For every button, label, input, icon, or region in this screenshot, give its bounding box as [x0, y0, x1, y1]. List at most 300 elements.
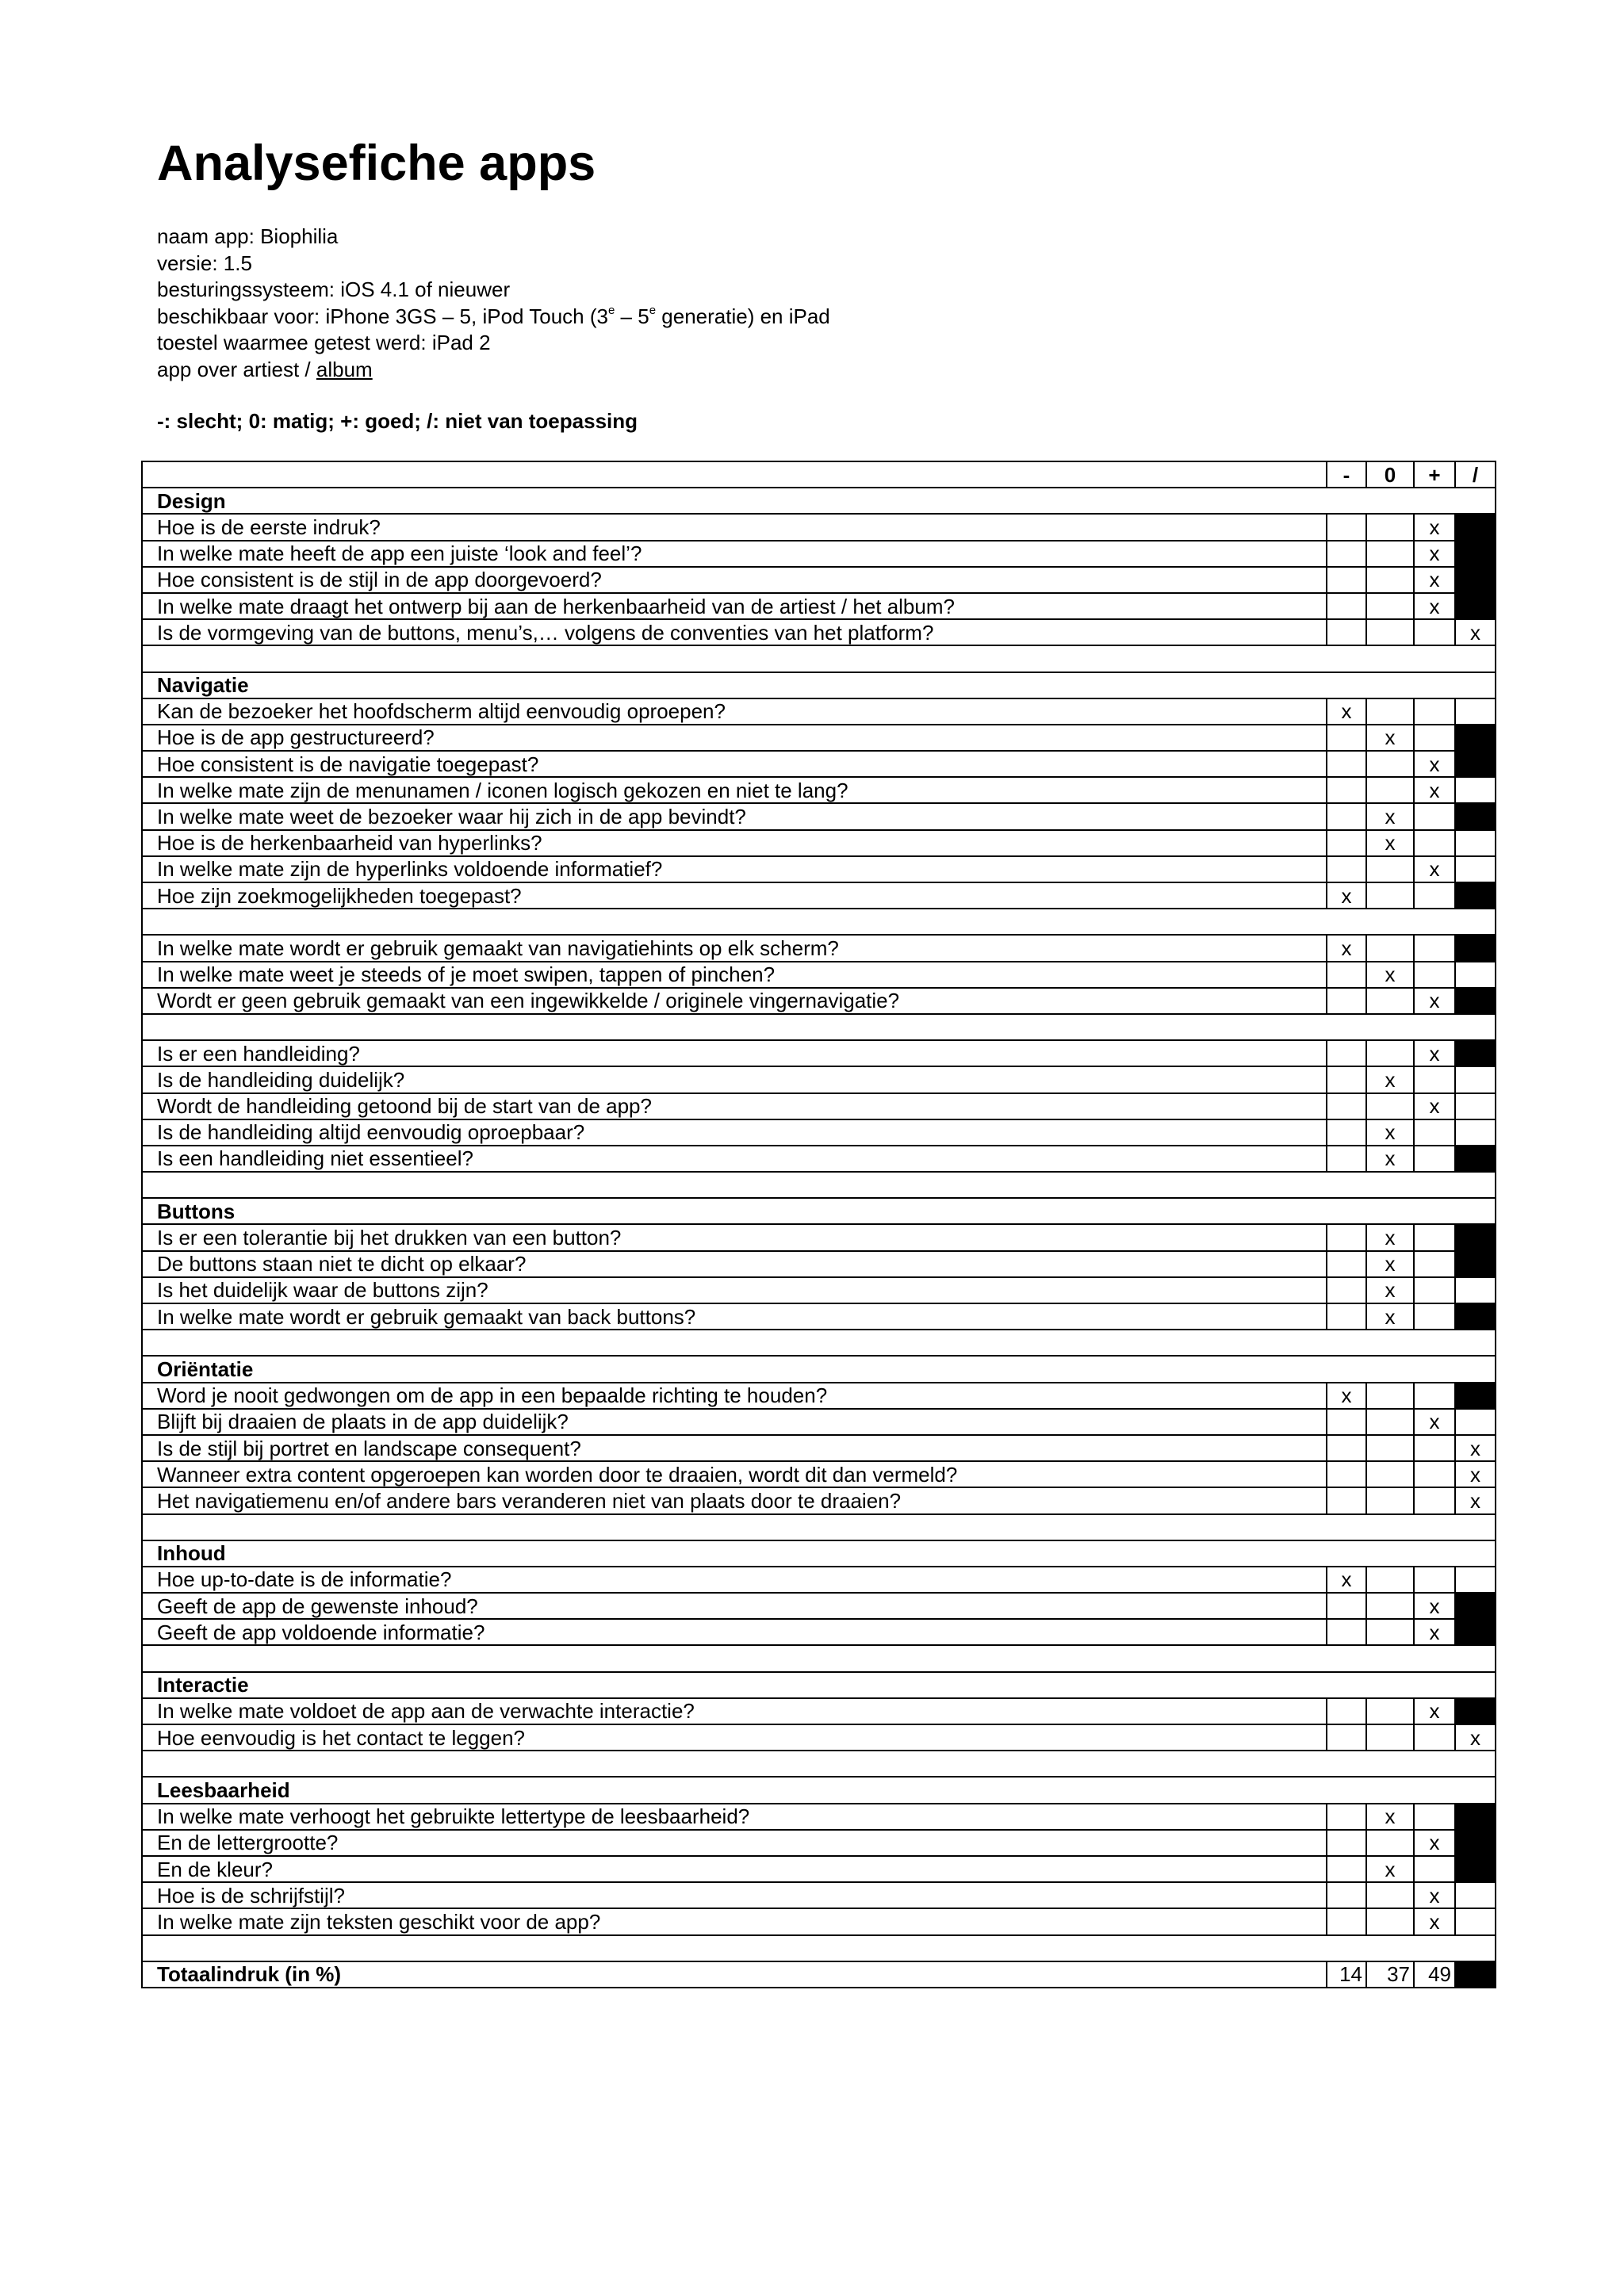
rating-cell-moderate: x — [1366, 1856, 1414, 1882]
rating-cell-moderate — [1366, 541, 1414, 567]
section-title: Buttons — [142, 1198, 1496, 1224]
question-row — [142, 1567, 1496, 1593]
total-value-bad: 14 — [1327, 1961, 1366, 1988]
rating-cell-not-applicable — [1455, 803, 1496, 829]
rating-cell-bad — [1327, 1856, 1366, 1882]
rating-cell-bad — [1327, 1409, 1366, 1435]
rating-cell-moderate: x — [1366, 1277, 1414, 1303]
rating-cell-good: x — [1414, 593, 1455, 619]
meta-artist-album: album — [316, 357, 373, 381]
col-header-good: + — [1414, 461, 1455, 488]
rating-cell-bad: x — [1327, 935, 1366, 961]
meta-test-device: toestel waarmee getest werd: iPad 2 — [157, 331, 491, 355]
rating-cell-moderate — [1366, 1409, 1414, 1435]
rating-cell-not-applicable — [1455, 1146, 1496, 1172]
rating-cell-bad — [1327, 1251, 1366, 1277]
question-text: Is de handleiding duidelijk? — [142, 1066, 1327, 1093]
rating-cell-good: x — [1414, 567, 1455, 593]
question-text: Hoe is de schrijfstijl? — [142, 1882, 1327, 1908]
rating-cell-bad — [1327, 1146, 1366, 1172]
rating-cell-not-applicable — [1455, 541, 1496, 567]
meta-available — [157, 304, 830, 331]
analysis-table — [141, 461, 1496, 1988]
meta-sup-2: e — [649, 303, 657, 317]
question-row — [142, 1856, 1496, 1882]
rating-cell-not-applicable — [1455, 751, 1496, 777]
question-text: In welke mate weet de bezoeker waar hij zich in de app bevindt? — [142, 803, 1327, 829]
question-text: Wordt de handleiding getoond bij de start van de app? — [142, 1093, 1327, 1119]
question-row — [142, 619, 1496, 645]
question-row — [142, 803, 1496, 829]
rating-cell-good: x — [1414, 751, 1455, 777]
section-title: Interactie — [142, 1672, 1496, 1698]
col-header-moderate: 0 — [1366, 461, 1414, 488]
rating-cell-not-applicable — [1455, 1882, 1496, 1908]
rating-cell-moderate — [1366, 1882, 1414, 1908]
meta-artist — [157, 357, 830, 384]
spacer-cell — [142, 1172, 1496, 1198]
rating-cell-bad — [1327, 725, 1366, 751]
meta-available-pre: beschikbaar voor: iPhone 3GS – 5, iPod Touch (3 — [157, 304, 608, 328]
rating-cell-good — [1414, 935, 1455, 961]
rating-cell-not-applicable — [1455, 1593, 1496, 1619]
question-text: Blijft bij draaien de plaats in de app duidelijk? — [142, 1409, 1327, 1435]
rating-cell-good: x — [1414, 1593, 1455, 1619]
question-text: Het navigatiemenu en/of andere bars veranderen niet van plaats door te draaien? — [142, 1487, 1327, 1513]
rating-cell-not-applicable — [1455, 1409, 1496, 1435]
col-header-not-applicable: / — [1455, 461, 1496, 488]
rating-cell-bad — [1327, 1277, 1366, 1303]
rating-cell-good — [1414, 1487, 1455, 1513]
question-text: Hoe eenvoudig is het contact te leggen? — [142, 1724, 1327, 1751]
rating-cell-not-applicable — [1455, 1277, 1496, 1303]
rating-cell-bad — [1327, 962, 1366, 988]
rating-cell-moderate: x — [1366, 962, 1414, 988]
rating-cell-good — [1414, 1277, 1455, 1303]
rating-cell-not-applicable — [1455, 1040, 1496, 1066]
section-row — [142, 1356, 1496, 1382]
question-row — [142, 1804, 1496, 1830]
meta-artist-pre: app over artiest / — [157, 357, 316, 381]
question-row — [142, 1224, 1496, 1250]
rating-cell-not-applicable — [1455, 1830, 1496, 1856]
question-text: In welke mate voldoet de app aan de verwachte interactie? — [142, 1698, 1327, 1724]
rating-cell-good — [1414, 803, 1455, 829]
meta-available-mid: – 5 — [615, 304, 649, 328]
question-row — [142, 777, 1496, 803]
question-row — [142, 698, 1496, 725]
rating-cell-moderate: x — [1366, 1224, 1414, 1250]
rating-cell-bad — [1327, 1461, 1366, 1487]
question-text: Word je nooit gedwongen om de app in een bepaalde richting te houden? — [142, 1383, 1327, 1409]
rating-cell-good — [1414, 1251, 1455, 1277]
question-row — [142, 1435, 1496, 1461]
meta-version: versie: 1.5 — [157, 251, 252, 275]
spacer-cell — [142, 1330, 1496, 1356]
meta-sup-1: e — [607, 303, 615, 317]
rating-cell-bad — [1327, 1119, 1366, 1146]
question-row — [142, 1619, 1496, 1645]
rating-cell-moderate — [1366, 1093, 1414, 1119]
question-text: Kan de bezoeker het hoofdscherm altijd eenvoudig oproepen? — [142, 698, 1327, 725]
rating-cell-moderate — [1366, 619, 1414, 645]
question-text: De buttons staan niet te dicht op elkaar? — [142, 1251, 1327, 1277]
rating-cell-moderate — [1366, 1830, 1414, 1856]
rating-cell-good — [1414, 1383, 1455, 1409]
section-title: Navigatie — [142, 672, 1496, 698]
rating-cell-bad: x — [1327, 1383, 1366, 1409]
rating-cell-good — [1414, 1567, 1455, 1593]
rating-cell-not-applicable: x — [1455, 1435, 1496, 1461]
spacer-cell — [142, 1751, 1496, 1777]
question-text: Is er een tolerantie bij het drukken van een button? — [142, 1224, 1327, 1250]
total-value-moderate: 37 — [1366, 1961, 1414, 1988]
rating-cell-moderate — [1366, 698, 1414, 725]
section-row — [142, 1672, 1496, 1698]
rating-cell-not-applicable — [1455, 962, 1496, 988]
rating-cell-bad — [1327, 1435, 1366, 1461]
rating-cell-not-applicable — [1455, 1619, 1496, 1645]
rating-cell-not-applicable — [1455, 1251, 1496, 1277]
question-text: In welke mate heeft de app een juiste ‘look and feel’? — [142, 541, 1327, 567]
question-row — [142, 1093, 1496, 1119]
rating-cell-moderate — [1366, 1040, 1414, 1066]
spacer-cell — [142, 1645, 1496, 1671]
rating-cell-moderate — [1366, 882, 1414, 909]
rating-cell-good — [1414, 1435, 1455, 1461]
rating-cell-not-applicable — [1455, 1804, 1496, 1830]
rating-cell-moderate — [1366, 751, 1414, 777]
rating-cell-not-applicable — [1455, 935, 1496, 961]
question-row — [142, 1119, 1496, 1146]
question-row — [142, 1461, 1496, 1487]
rating-cell-moderate — [1366, 1619, 1414, 1645]
spacer-row — [142, 1935, 1496, 1961]
rating-cell-bad — [1327, 1908, 1366, 1934]
rating-cell-not-applicable — [1455, 856, 1496, 882]
rating-cell-not-applicable — [1455, 830, 1496, 856]
total-label: Totaalindruk (in %) — [142, 1961, 1327, 1988]
meta-os: besturingssysteem: iOS 4.1 of nieuwer — [157, 277, 511, 302]
rating-cell-not-applicable — [1455, 1119, 1496, 1146]
question-row — [142, 1251, 1496, 1277]
rating-cell-moderate: x — [1366, 1146, 1414, 1172]
question-row — [142, 1277, 1496, 1303]
rating-cell-bad: x — [1327, 882, 1366, 909]
rating-cell-bad — [1327, 856, 1366, 882]
rating-cell-moderate — [1366, 935, 1414, 961]
app-metadata — [157, 224, 830, 384]
rating-cell-good: x — [1414, 1409, 1455, 1435]
rating-cell-good: x — [1414, 1093, 1455, 1119]
rating-cell-bad — [1327, 593, 1366, 619]
question-row — [142, 1830, 1496, 1856]
question-row — [142, 1040, 1496, 1066]
rating-cell-good — [1414, 1724, 1455, 1751]
rating-cell-moderate — [1366, 1383, 1414, 1409]
rating-cell-bad — [1327, 988, 1366, 1014]
rating-cell-good — [1414, 1461, 1455, 1487]
rating-cell-moderate — [1366, 1908, 1414, 1934]
rating-cell-good — [1414, 830, 1455, 856]
rating-cell-good: x — [1414, 514, 1455, 540]
question-text: Wanneer extra content opgeroepen kan worden door te draaien, wordt dit dan vermeld? — [142, 1461, 1327, 1487]
spacer-row — [142, 645, 1496, 672]
rating-cell-bad — [1327, 619, 1366, 645]
question-row — [142, 830, 1496, 856]
question-text: In welke mate draagt het ontwerp bij aan de herkenbaarheid van de artiest / het album? — [142, 593, 1327, 619]
question-text: Is de handleiding altijd eenvoudig oproepbaar? — [142, 1119, 1327, 1146]
rating-cell-not-applicable — [1455, 725, 1496, 751]
rating-cell-good: x — [1414, 1040, 1455, 1066]
question-text: Is de vormgeving van de buttons, menu’s,… volgens de conventies van het platform? — [142, 619, 1327, 645]
rating-cell-moderate: x — [1366, 803, 1414, 829]
spacer-cell — [142, 1514, 1496, 1540]
question-row — [142, 988, 1496, 1014]
question-text: Hoe consistent is de stijl in de app doorgevoerd? — [142, 567, 1327, 593]
rating-cell-good — [1414, 1119, 1455, 1146]
section-title: Design — [142, 488, 1496, 514]
spacer-row — [142, 1514, 1496, 1540]
rating-cell-good — [1414, 1804, 1455, 1830]
rating-cell-moderate — [1366, 988, 1414, 1014]
rating-cell-moderate — [1366, 514, 1414, 540]
total-value-not-applicable — [1455, 1961, 1496, 1988]
rating-cell-good: x — [1414, 1882, 1455, 1908]
question-text: En de lettergrootte? — [142, 1830, 1327, 1856]
section-row — [142, 1540, 1496, 1567]
rating-cell-not-applicable — [1455, 1303, 1496, 1330]
rating-cell-bad — [1327, 1593, 1366, 1619]
question-row — [142, 1146, 1496, 1172]
rating-cell-good — [1414, 698, 1455, 725]
rating-cell-moderate: x — [1366, 1119, 1414, 1146]
rating-cell-moderate: x — [1366, 1251, 1414, 1277]
rating-cell-bad: x — [1327, 698, 1366, 725]
rating-cell-good: x — [1414, 1830, 1455, 1856]
question-row — [142, 1066, 1496, 1093]
page-title: Analysefiche apps — [157, 136, 596, 191]
section-title: Leesbaarheid — [142, 1777, 1496, 1803]
question-row — [142, 725, 1496, 751]
rating-cell-moderate — [1366, 1487, 1414, 1513]
rating-cell-bad — [1327, 1303, 1366, 1330]
rating-cell-not-applicable: x — [1455, 1487, 1496, 1513]
rating-cell-moderate — [1366, 1461, 1414, 1487]
rating-cell-good: x — [1414, 541, 1455, 567]
question-row — [142, 514, 1496, 540]
rating-cell-not-applicable: x — [1455, 1724, 1496, 1751]
spacer-cell — [142, 1935, 1496, 1961]
question-row — [142, 567, 1496, 593]
question-row — [142, 882, 1496, 909]
rating-cell-moderate: x — [1366, 1804, 1414, 1830]
total-value-good: 49 — [1414, 1961, 1455, 1988]
meta-app-name: naam app: Biophilia — [157, 224, 339, 248]
question-text: Is de stijl bij portret en landscape consequent? — [142, 1435, 1327, 1461]
rating-cell-good: x — [1414, 1908, 1455, 1934]
question-row — [142, 935, 1496, 961]
rating-cell-not-applicable — [1455, 1698, 1496, 1724]
rating-cell-good — [1414, 962, 1455, 988]
rating-cell-moderate — [1366, 856, 1414, 882]
rating-cell-moderate: x — [1366, 1303, 1414, 1330]
rating-cell-good: x — [1414, 856, 1455, 882]
question-text: Is het duidelijk waar de buttons zijn? — [142, 1277, 1327, 1303]
rating-cell-bad — [1327, 541, 1366, 567]
section-title: Oriëntatie — [142, 1356, 1496, 1382]
question-row — [142, 1409, 1496, 1435]
rating-cell-not-applicable — [1455, 882, 1496, 909]
rating-cell-not-applicable: x — [1455, 619, 1496, 645]
question-text: Hoe consistent is de navigatie toegepast? — [142, 751, 1327, 777]
question-row — [142, 541, 1496, 567]
rating-cell-bad — [1327, 777, 1366, 803]
rating-cell-moderate — [1366, 1435, 1414, 1461]
question-text: En de kleur? — [142, 1856, 1327, 1882]
question-row — [142, 962, 1496, 988]
question-text: Is een handleiding niet essentieel? — [142, 1146, 1327, 1172]
section-row — [142, 1777, 1496, 1803]
rating-cell-good: x — [1414, 988, 1455, 1014]
rating-cell-moderate — [1366, 593, 1414, 619]
spacer-cell — [142, 645, 1496, 672]
rating-cell-good: x — [1414, 777, 1455, 803]
question-text: In welke mate wordt er gebruik gemaakt van navigatiehints op elk scherm? — [142, 935, 1327, 961]
rating-cell-moderate: x — [1366, 1066, 1414, 1093]
question-row — [142, 1593, 1496, 1619]
rating-cell-good — [1414, 725, 1455, 751]
meta-available-post: generatie) en iPad — [656, 304, 830, 328]
question-text: Wordt er geen gebruik gemaakt van een ingewikkelde / originele vingernavigatie? — [142, 988, 1327, 1014]
rating-cell-not-applicable — [1455, 988, 1496, 1014]
rating-legend: -: slecht; 0: matig; +: goed; /: niet van toepassing — [157, 409, 638, 433]
rating-cell-moderate: x — [1366, 830, 1414, 856]
rating-cell-moderate — [1366, 1724, 1414, 1751]
rating-cell-bad — [1327, 1040, 1366, 1066]
rating-cell-good — [1414, 1146, 1455, 1172]
question-row — [142, 593, 1496, 619]
rating-cell-not-applicable — [1455, 1093, 1496, 1119]
rating-cell-not-applicable — [1455, 514, 1496, 540]
rating-cell-bad — [1327, 1724, 1366, 1751]
question-row — [142, 1383, 1496, 1409]
question-row — [142, 1303, 1496, 1330]
question-text: Hoe is de eerste indruk? — [142, 514, 1327, 540]
question-text: Geeft de app voldoende informatie? — [142, 1619, 1327, 1645]
question-text: In welke mate weet je steeds of je moet swipen, tappen of pinchen? — [142, 962, 1327, 988]
spacer-row — [142, 1330, 1496, 1356]
rating-cell-not-applicable — [1455, 1908, 1496, 1934]
rating-cell-not-applicable — [1455, 567, 1496, 593]
spacer-cell — [142, 1014, 1496, 1040]
spacer-row — [142, 1014, 1496, 1040]
rating-cell-bad: x — [1327, 1567, 1366, 1593]
rating-cell-not-applicable: x — [1455, 1461, 1496, 1487]
total-row — [142, 1961, 1496, 1988]
rating-cell-not-applicable — [1455, 1567, 1496, 1593]
rating-cell-bad — [1327, 1224, 1366, 1250]
rating-cell-bad — [1327, 1698, 1366, 1724]
spacer-row — [142, 1172, 1496, 1198]
rating-cell-bad — [1327, 1619, 1366, 1645]
rating-cell-bad — [1327, 1066, 1366, 1093]
section-row — [142, 488, 1496, 514]
spacer-row — [142, 1751, 1496, 1777]
rating-cell-moderate — [1366, 777, 1414, 803]
question-text: In welke mate zijn de menunamen / iconen logisch gekozen en niet te lang? — [142, 777, 1327, 803]
question-row — [142, 1908, 1496, 1934]
rating-cell-moderate — [1366, 567, 1414, 593]
question-text: Geeft de app de gewenste inhoud? — [142, 1593, 1327, 1619]
spacer-row — [142, 1645, 1496, 1671]
rating-cell-bad — [1327, 514, 1366, 540]
question-text: In welke mate verhoogt het gebruikte lettertype de leesbaarheid? — [142, 1804, 1327, 1830]
rating-cell-bad — [1327, 1830, 1366, 1856]
rating-cell-bad — [1327, 1093, 1366, 1119]
question-row — [142, 751, 1496, 777]
question-text: Hoe is de app gestructureerd? — [142, 725, 1327, 751]
rating-cell-moderate — [1366, 1567, 1414, 1593]
section-title: Inhoud — [142, 1540, 1496, 1567]
question-row — [142, 856, 1496, 882]
section-row — [142, 672, 1496, 698]
rating-cell-bad — [1327, 1487, 1366, 1513]
header-row — [142, 461, 1496, 488]
rating-cell-not-applicable — [1455, 777, 1496, 803]
spacer-row — [142, 909, 1496, 935]
rating-cell-good — [1414, 1066, 1455, 1093]
rating-cell-good — [1414, 619, 1455, 645]
rating-cell-bad — [1327, 1882, 1366, 1908]
question-text: Hoe zijn zoekmogelijkheden toegepast? — [142, 882, 1327, 909]
spacer-cell — [142, 909, 1496, 935]
rating-cell-not-applicable — [1455, 1224, 1496, 1250]
section-row — [142, 1198, 1496, 1224]
question-row — [142, 1882, 1496, 1908]
rating-cell-good — [1414, 1303, 1455, 1330]
rating-cell-not-applicable — [1455, 1066, 1496, 1093]
question-row — [142, 1724, 1496, 1751]
rating-cell-not-applicable — [1455, 1856, 1496, 1882]
question-text: Hoe is de herkenbaarheid van hyperlinks? — [142, 830, 1327, 856]
rating-cell-good: x — [1414, 1619, 1455, 1645]
header-blank-cell — [142, 461, 1327, 488]
question-text: Is er een handleiding? — [142, 1040, 1327, 1066]
question-text: In welke mate zijn de hyperlinks voldoende informatief? — [142, 856, 1327, 882]
rating-cell-moderate — [1366, 1593, 1414, 1619]
rating-cell-good: x — [1414, 1698, 1455, 1724]
question-text: In welke mate wordt er gebruik gemaakt van back buttons? — [142, 1303, 1327, 1330]
rating-cell-bad — [1327, 567, 1366, 593]
rating-cell-bad — [1327, 1804, 1366, 1830]
rating-cell-not-applicable — [1455, 698, 1496, 725]
question-row — [142, 1487, 1496, 1513]
question-text: In welke mate zijn teksten geschikt voor de app? — [142, 1908, 1327, 1934]
question-text: Hoe up-to-date is de informatie? — [142, 1567, 1327, 1593]
col-header-bad: - — [1327, 461, 1366, 488]
rating-cell-bad — [1327, 803, 1366, 829]
rating-cell-not-applicable — [1455, 593, 1496, 619]
rating-cell-good — [1414, 1224, 1455, 1250]
rating-cell-bad — [1327, 751, 1366, 777]
rating-cell-moderate — [1366, 1698, 1414, 1724]
rating-cell-good — [1414, 1856, 1455, 1882]
question-row — [142, 1698, 1496, 1724]
rating-cell-moderate: x — [1366, 725, 1414, 751]
rating-cell-bad — [1327, 830, 1366, 856]
rating-cell-not-applicable — [1455, 1383, 1496, 1409]
